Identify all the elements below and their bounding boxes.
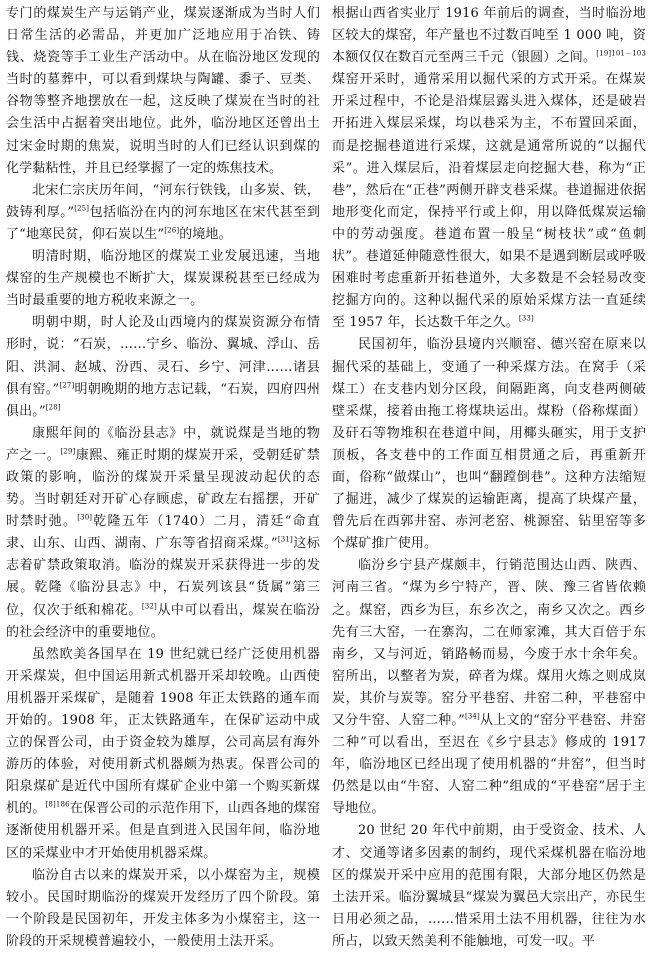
citation: [31] bbox=[277, 535, 293, 544]
text-run: 明朝晚期的地方志记载，“石炭，四府四州俱出。” bbox=[6, 381, 320, 419]
paragraph bbox=[6, 180, 320, 246]
paragraph bbox=[332, 3, 646, 334]
text-run: 根据山西省实业厅 1916 年前后的调查，当时临汾地区较大的煤窑，年产量也不过数百吨至 1 000 吨，资本额仅仅在数百元至两三千元（银圆）之间。 bbox=[332, 6, 646, 66]
text-run: 从上文的“窑分平巷窑、井窑二种”可以看出，至迟在《乡宁县志》修成的 1917 年，临汾地区已经出现了使用机器的“井窑”，但当时仍然是以由“牛窑、人窑二种”组成的“平巷窑”居于主导地位。 bbox=[332, 713, 646, 817]
citation: [27] bbox=[59, 381, 75, 390]
citation: [28] bbox=[45, 403, 61, 412]
citation: [34] bbox=[464, 712, 480, 721]
citation: [29] bbox=[60, 447, 76, 456]
text-run: 北宋仁宗庆历年间，“河东行铁钱，山多炭、铁，鼓铸利厚。” bbox=[6, 182, 320, 220]
text-run: 明朝中期，时人论及山西境内的煤炭资源分布情形时，说：“石炭，……宁乡、临汾、翼城、浮山、岳阳、洪洞、赵城、汾西、灵石、乡宁、河津……诸县俱有窑。” bbox=[6, 315, 320, 397]
paragraph: 20 世纪 20 年代中前期，由于受资金、技术、人才、交通等诸多因素的制约，现代采煤机器在临汾地区的煤炭开采中应用的范围有限，大部分地区仍然是土法开采。临汾翼城县“煤炭为翼邑大宗出产，亦民生日用必须之品，……惜采用土法不用机器，往往为水所占，以致天然美利不能触地，可发一叹。平 bbox=[332, 823, 646, 949]
paragraph: 专门的煤炭生产与运销产业，煤炭逐渐成为当时人们日常生活的必需品，并更加广泛地应用于冶铁、铸钱、烧瓷等手工业生产活动中。从在临汾地区发现的当时的墓葬中，可以看到煤块与陶罐、黍子、豆类、谷物等整齐地摆放在一起，这反映了煤炭在当时的社会生活中占据着突出地位。此外，临汾地区还曾出土过宋金时期的焦炭，说明当时的人们已经认识到煤的化学黏粘性，并且已经掌握了一定的炼焦技术。 bbox=[6, 6, 320, 176]
citation: [26] bbox=[164, 226, 180, 235]
citation: [19]101－103 bbox=[596, 49, 646, 58]
text-run: 乾隆五年（1740）二月，清廷“命直隶、山东、山西、湖南、广东等省招商采煤。” bbox=[6, 514, 320, 552]
text-run: 虽然欧美各国早在 19 世纪就已经广泛使用机器开采煤炭，但中国运用新式机器开采却较晚。山西使用机器开采煤矿，是随着 1908 年正太铁路的通车而开始的。1908 年，正太铁路通车，在保矿运动中成立的保晋公司，由于资金较为雄厚，公司高层有海外游历的体验，对使用新式机器颇为热衷。保晋公司的阳泉煤矿是近代中国所有煤矿企业中第一个购买新煤机的。 bbox=[6, 646, 320, 817]
citation: [30] bbox=[77, 513, 93, 522]
text-run: 在保晋公司的示范作用下，山西各地的煤窑逐渐使用机器开采。但是直到进入民国年间，临汾地区的采煤业中才开始使用机器采煤。 bbox=[6, 801, 321, 861]
text-run: 临汾乡宁县产煤颇丰，行销范围达山西、陕西、河南三省。“煤为乡宁特产，晋、陕、豫三省皆依赖之。煤窑，西乡为巨，东乡次之，南乡又次之。西乡先有三大窑，一在寨沟，二在师家滩，其大百倍于东南乡，又与河近，销路畅而易，今废于水十余年矣。窑所出，以整者为炭，碎者为煤。煤用火炼之则成岚炭，其价与炭等。窑分平巷窑、井窑二种，平巷窑中又分牛窑、人窑二种。” bbox=[332, 558, 646, 728]
citation: [33] bbox=[518, 314, 534, 323]
left-column bbox=[6, 3, 321, 949]
paragraph: 临汾自古以来的煤炭开采，以小煤窑为主，规模较小。民国时期临汾的煤炭开发经历了四个阶段。第一个阶段是民国初年，开发主体多为小煤窑主，这一阶段的开采规模普遍较小，一般使用土法开采。 bbox=[6, 867, 320, 949]
paragraph bbox=[6, 644, 320, 865]
citation: [25] bbox=[74, 204, 90, 213]
citation: [8]186 bbox=[45, 801, 70, 810]
paragraph bbox=[6, 423, 320, 644]
right-column bbox=[332, 3, 646, 949]
text-run: 从中可以看出，煤炭在临汾的社会经济中的重要地位。 bbox=[6, 602, 320, 640]
citation: [32] bbox=[141, 602, 157, 611]
text-run: 煤窑开采时，通常采用以掘代采的方式开采。在煤炭开采过程中，不论是沿煤层露头进入煤体，还是破岩开拓进入煤层采煤，均以巷采为主，不布置回采面，而是挖掘巷道进行采煤，这就是通常所说的“以掘代采”。进入煤层后，沿着煤层走向挖掘大巷，称为“正巷”，然后在“正巷”两侧开辟支巷采煤。巷道掘进依据地形变化而定，保持平行或上仰，用以降低煤炭运输中的劳动强度。巷道布置一般呈“树枝状”或“鱼刺状”。巷道延伸随意性很大，如果不是遇到断层或呼吸困难时考虑重新开拓巷道外，大多数是不会轻易改变挖掘方向的。这种以掘代采的原始采煤方法一直延续至 1957 年，长达数千年之久。 bbox=[332, 72, 646, 331]
text-run: 康熙年间的《临汾县志》中，就说煤是当地的物产之一。 bbox=[6, 425, 320, 463]
paragraph: 民国初年，临汾县境内兴顺窑、德兴窑在原来以掘代采的基础上，变通了一种采煤方法。在窝手（采煤工）在支巷内划分区段，间隔距离，向支巷两侧破壁采煤，接着由拖工将煤块运出。煤粉（俗称煤面）及矸石等物堆积在巷道中间，用椰头砸实，用于支护顶板，各支巷中的工作面互相贯通之后，再重新开面，俗称“做煤山”，也叫“翻蹚倒巷”。这种方法缩短了掘进，减少了煤炭的运输距离，提高了块煤产量，曾先后在西郭井窑、赤河老窑、桃源窑、钻里窑等多个煤矿推广使用。 bbox=[332, 337, 646, 552]
paragraph bbox=[6, 312, 320, 422]
paragraph: 明清时期，临汾地区的煤炭工业发展迅速，当地煤窑的生产规模也不断扩大，煤炭课税甚至已经成为当时最重要的地方税收来源之一。 bbox=[6, 249, 320, 309]
paragraph bbox=[332, 555, 646, 820]
text-run: 这标志着矿禁政策取消。临汾的煤炭开采获得进一步的发展。乾隆《临汾县志》中，石炭列该县“货属”第三位，仅次于纸和棉花。 bbox=[6, 536, 320, 618]
text-run: 康熙、雍正时期的煤炭开采，受朝廷矿禁政策的影响，临汾的煤炭开采量呈现波动起伏的态势。当时朝廷对开矿心存顾虑，矿政左右摇摆，开矿时禁时弛。 bbox=[6, 447, 320, 530]
text-run: 包括临汾在内的河东地区在宋代甚至到了“地寒民贫，仰石炭以生” bbox=[6, 204, 320, 242]
text-run: 的境地。 bbox=[179, 226, 232, 242]
